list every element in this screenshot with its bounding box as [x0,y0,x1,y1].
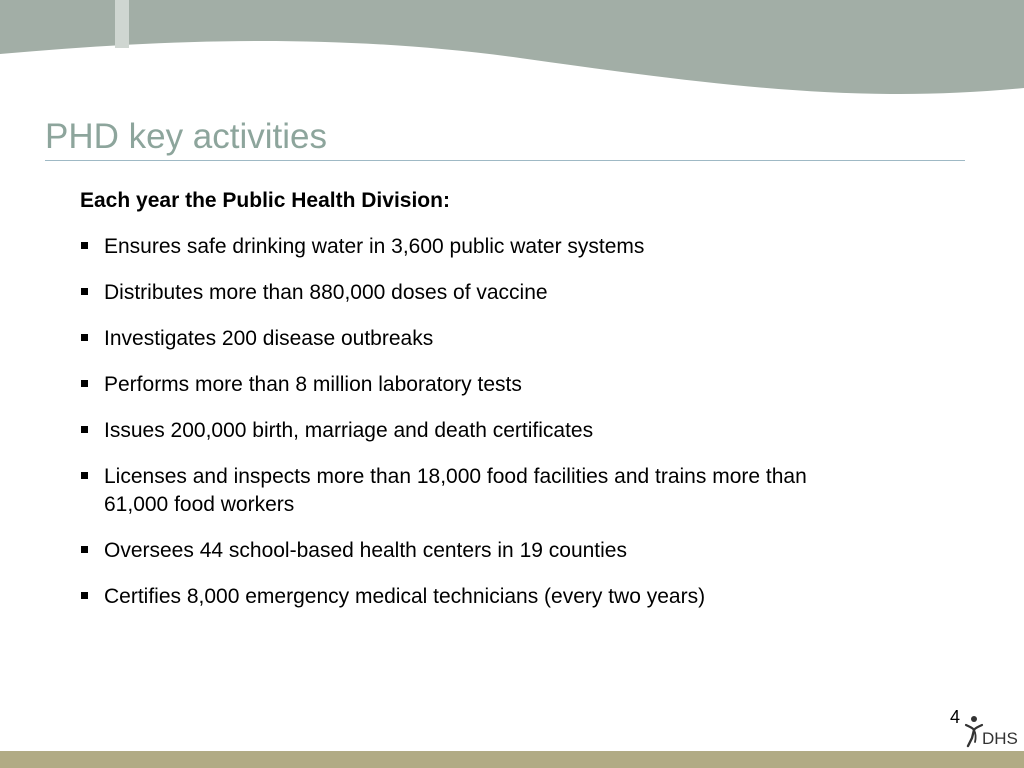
page-number: 4 [950,707,961,727]
list-item [80,325,900,353]
list-item-text: Performs more than 8 million laboratory tests [104,373,522,396]
header-wave-shape [0,0,1024,94]
bullet-square-icon [81,242,88,249]
list-item [80,233,900,261]
footer-band [0,751,1024,768]
logo-wordmark: DHS [982,729,1018,748]
bullet-square-icon [81,546,88,553]
list-item [80,371,900,399]
bullet-square-icon [81,472,88,479]
header-light-stripe [115,0,129,48]
list-item [80,417,900,445]
bullet-square-icon [81,334,88,341]
list-item [80,279,900,307]
list-item-text: Issues 200,000 birth, marriage and death certificates [104,419,594,442]
header-wave-band [0,0,1024,110]
list-item-text: Oversees 44 school-based health centers in 19 counties [104,539,627,562]
intro-heading: Each year the Public Health Division: [80,189,450,212]
list-item [80,463,844,519]
bullet-square-icon [81,380,88,387]
person-figure-icon [966,716,982,746]
bullet-square-icon [81,288,88,295]
list-item-text: Distributes more than 880,000 doses of vaccine [104,281,548,304]
list-item-text: Investigates 200 disease outbreaks [104,327,434,350]
list-item-text: Certifies 8,000 emergency medical technicians (every two years) [104,585,706,608]
list-item-text: Licenses and inspects more than 18,000 food facilities and trains more than 61,000 food workers [104,465,807,516]
activities-list [80,233,900,629]
list-item [80,537,900,565]
title-divider [45,160,965,161]
bullet-square-icon [81,592,88,599]
slide-title: PHD key activities [45,117,328,156]
dhs-logo [962,714,1022,748]
bullet-square-icon [81,426,88,433]
list-item-text: Ensures safe drinking water in 3,600 public water systems [104,235,645,258]
list-item [80,583,900,611]
